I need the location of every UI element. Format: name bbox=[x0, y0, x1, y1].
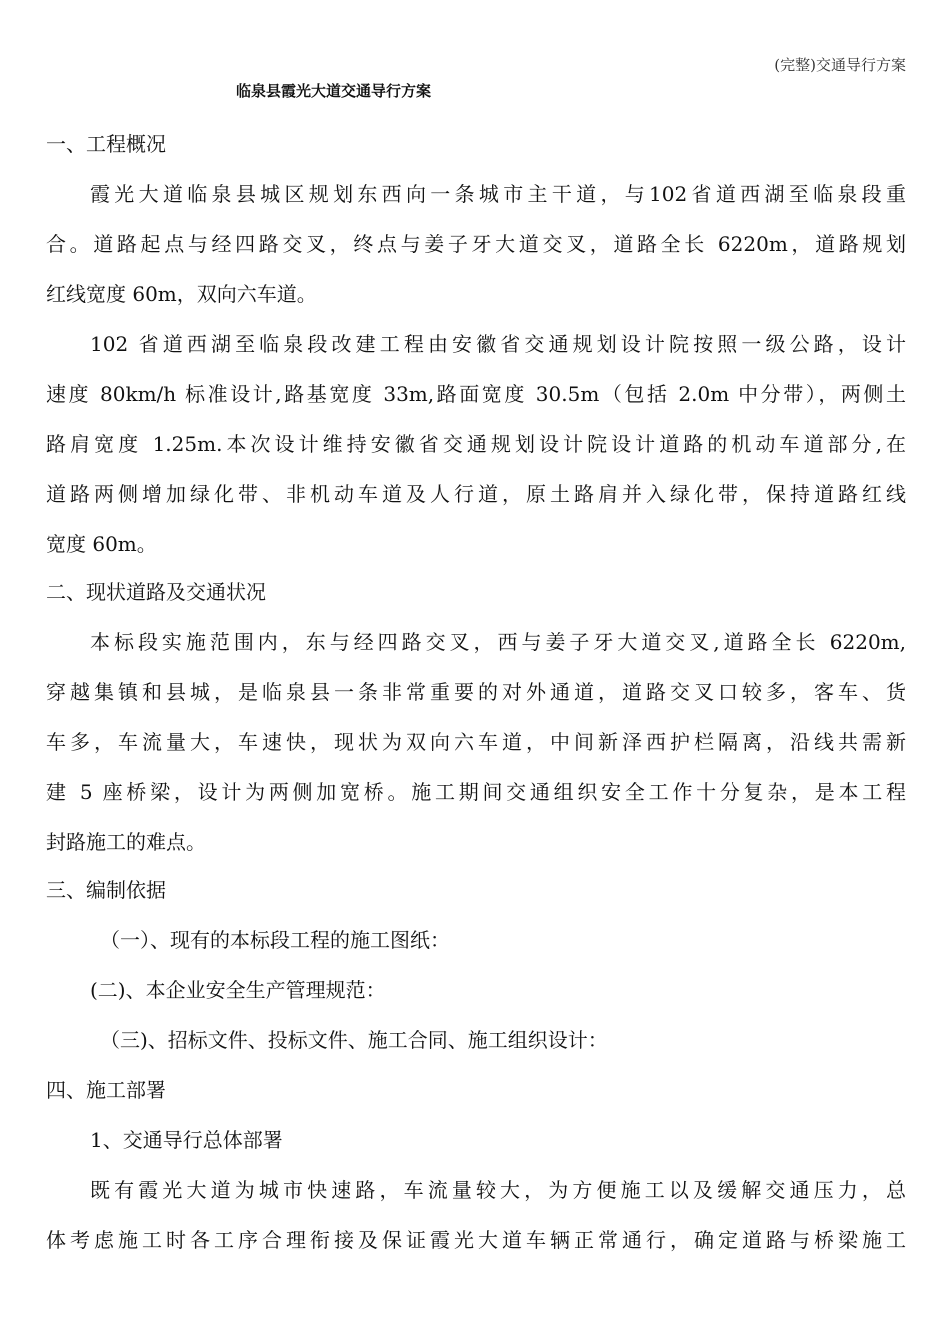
section-heading: 三、编制依据 bbox=[46, 878, 166, 902]
paragraph-line: 封路施工的难点。 bbox=[46, 830, 206, 854]
paragraph-line: 既有霞光大道为城市快速路，车流量较大，为方便施工以及缓解交通压力，总 bbox=[90, 1178, 906, 1202]
paragraph-line: 合。道路起点与经四路交叉，终点与姜子牙大道交叉，道路全长 6220m，道路规划 bbox=[46, 232, 906, 256]
paragraph-line: 道路两侧增加绿化带、非机动车道及人行道，原土路肩并入绿化带，保持道路红线 bbox=[46, 482, 906, 506]
paragraph-line: 102 省道西湖至临泉段改建工程由安徽省交通规划设计院按照一级公路，设计 bbox=[90, 332, 906, 356]
paragraph-line: 体考虑施工时各工序合理衔接及保证霞光大道车辆正常通行，确定道路与桥梁施工 bbox=[46, 1228, 906, 1252]
paragraph-line: 红线宽度 60m，双向六车道。 bbox=[46, 282, 317, 306]
paragraph-line: 速度 80km/h 标准设计,路基宽度 33m,路面宽度 30.5m（包括 2.0m 中分带），两侧土 bbox=[46, 382, 906, 406]
document-title: 临泉县霞光大道交通导行方案 bbox=[236, 82, 432, 100]
list-item: (二)、本企业安全生产管理规范： bbox=[90, 978, 386, 1002]
paragraph-line: 穿越集镇和县城，是临泉县一条非常重要的对外通道，道路交叉口较多，客车、货 bbox=[46, 680, 906, 704]
paragraph-line: 建 5 座桥梁，设计为两侧加宽桥。施工期间交通组织安全工作十分复杂，是本工程 bbox=[46, 780, 906, 804]
section-heading: 四、施工部署 bbox=[46, 1078, 166, 1102]
paragraph-line: 本标段实施范围内，东与经四路交叉，西与姜子牙大道交叉,道路全长 6220m, bbox=[90, 630, 906, 654]
paragraph-line: 宽度 60m。 bbox=[46, 532, 157, 556]
subsection-heading: 1、交通导行总体部署 bbox=[90, 1128, 283, 1152]
paragraph-line: 车多，车流量大，车速快，现状为双向六车道，中间新泽西护栏隔离，沿线共需新 bbox=[46, 730, 906, 754]
paragraph-line: 霞光大道临泉县城区规划东西向一条城市主干道，与102省道西湖至临泉段重 bbox=[90, 182, 906, 206]
paragraph-line: 路肩宽度 1.25m.本次设计维持安徽省交通规划设计院设计道路的机动车道部分,在 bbox=[46, 432, 906, 456]
list-item: （一）、现有的本标段工程的施工图纸： bbox=[100, 928, 450, 952]
section-heading: 一、工程概况 bbox=[46, 132, 166, 156]
section-heading: 二、现状道路及交通状况 bbox=[46, 580, 266, 604]
list-item: （三)、招标文件、投标文件、施工合同、施工组织设计： bbox=[100, 1028, 608, 1052]
running-header: (完整)交通导行方案 bbox=[774, 56, 906, 74]
